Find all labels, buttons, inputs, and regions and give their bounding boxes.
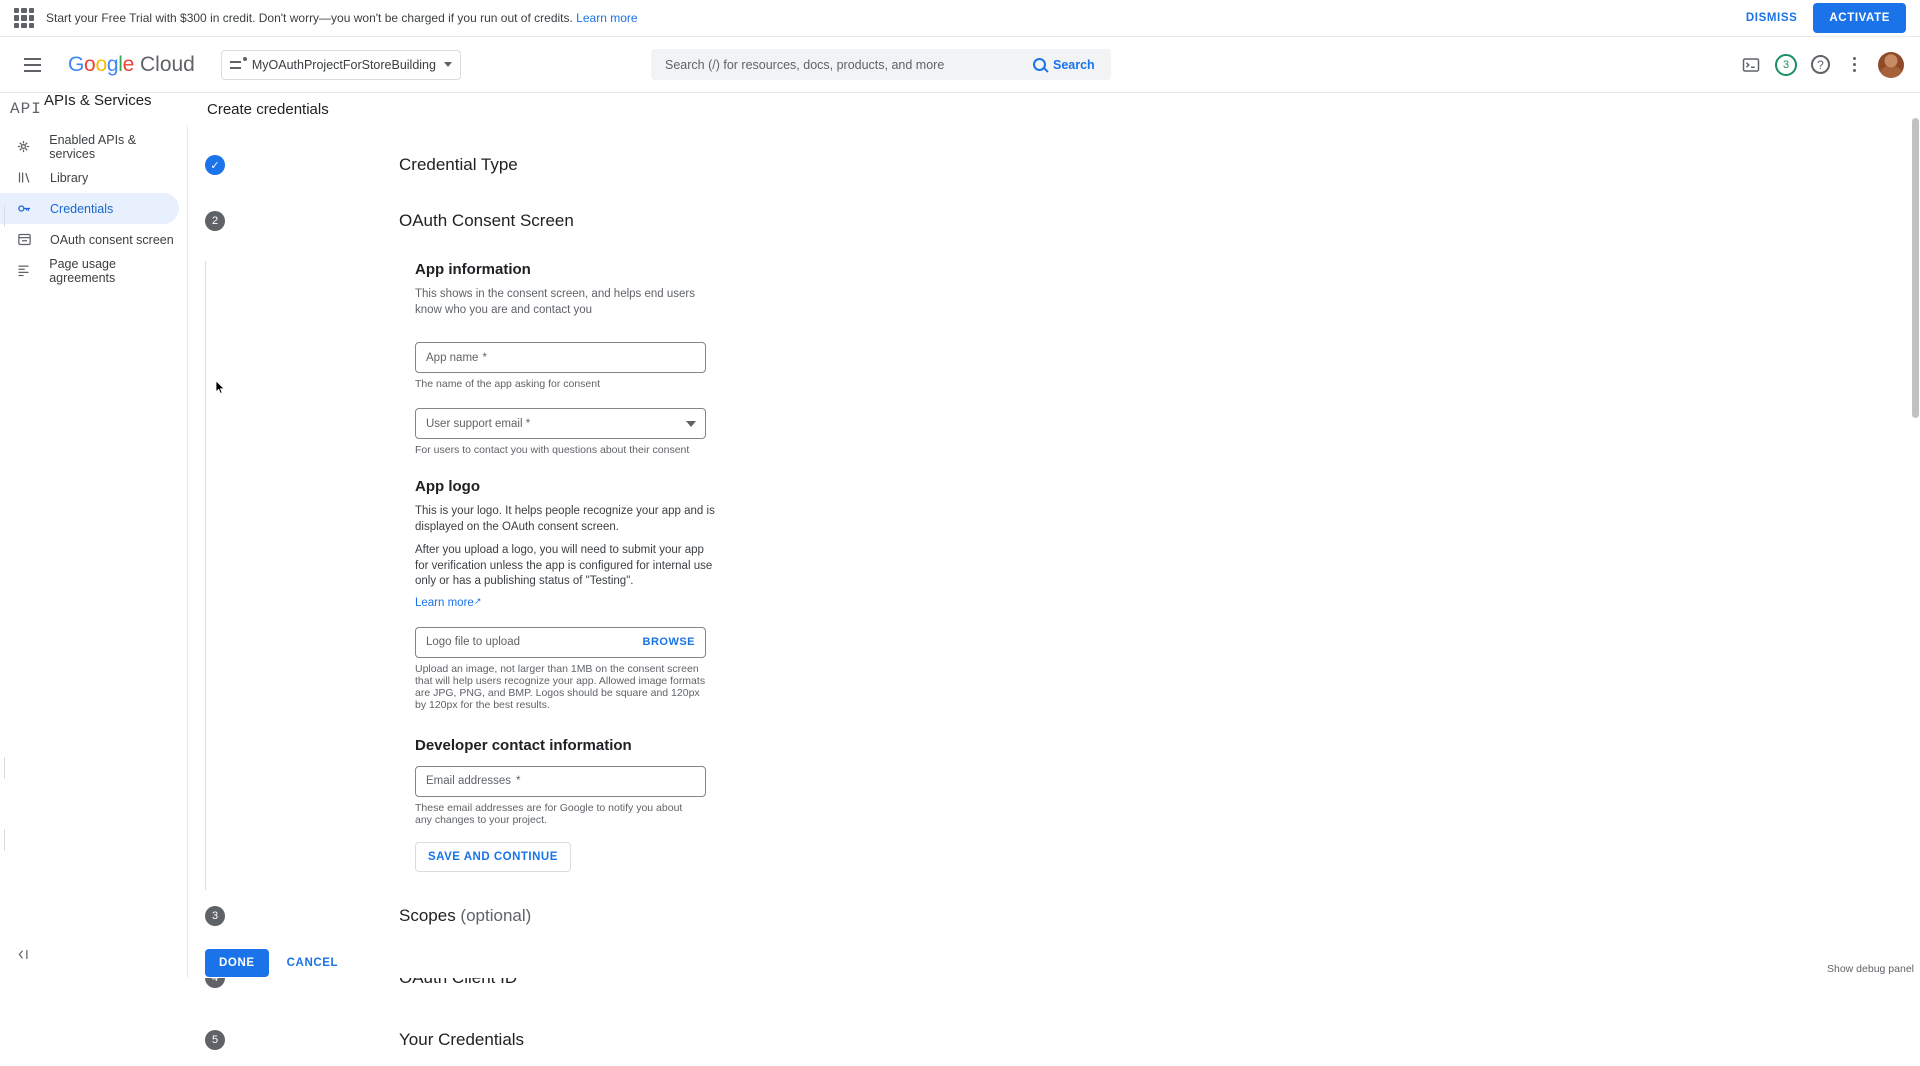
step-connector-4	[4, 829, 5, 851]
step-1-title: Credential Type	[399, 155, 518, 174]
app-information-description: This shows in the consent screen, and helps end users know who you are and contact you	[415, 288, 695, 316]
logo-upload-placeholder: Logo file to upload	[426, 636, 520, 649]
step-credential-type[interactable]	[210, 139, 1920, 191]
chevron-down-icon	[686, 421, 696, 427]
step-3-badge: 3	[205, 906, 225, 926]
sidebar-item-label: OAuth consent screen	[50, 232, 174, 247]
app-information-title: App information	[415, 261, 531, 278]
logo-upload-field[interactable]	[415, 627, 706, 658]
step-2-badge: 2	[205, 211, 225, 231]
step-connector-2	[205, 261, 206, 890]
consent-screen-icon	[16, 232, 32, 248]
product-name-label: APIs & Services	[44, 92, 152, 109]
page-title: Create credentials	[207, 100, 329, 118]
sidebar-item-page-usage-agreements[interactable]	[0, 255, 179, 286]
user-support-email-select[interactable]	[415, 408, 706, 439]
search-area	[651, 49, 1111, 80]
free-trial-banner	[0, 0, 1920, 37]
app-name-hint: The name of the app asking for consent	[415, 378, 601, 391]
step-3-title	[399, 906, 531, 926]
app-logo-learn-more-label: Learn more	[415, 596, 474, 609]
sidebar-item-credentials[interactable]	[0, 193, 179, 224]
collapse-panel-icon[interactable]	[12, 944, 32, 964]
show-debug-panel-link[interactable]: Show debug panel	[1827, 963, 1914, 975]
project-selector[interactable]	[221, 50, 461, 80]
app-logo-paragraph-2: After you upload a logo, you will need to submit your app for verification unless the app is configured for internal use only or has a publishing status of "Testing".	[415, 544, 713, 588]
app-name-field[interactable]	[415, 342, 706, 373]
step-3-optional: (optional)	[455, 905, 532, 925]
done-button[interactable]: DONE	[205, 949, 269, 977]
trial-banner-message: Start your Free Trial with $300 in credit. Don't worry—you won't be charged if you run out of credits.	[46, 11, 573, 25]
search-button-label: Search	[1053, 57, 1095, 72]
sidebar-item-enabled-apis[interactable]	[0, 131, 179, 162]
logo-letter-o2: o	[95, 52, 107, 76]
logo-letter-o1: o	[84, 52, 96, 76]
logo-upload-hint: Upload an image, not larger than 1MB on the consent screen that will help users recognize your app. Allowed image formats are JPG, PNG, and BMP. Logos should be square and 120px by 120px for the best results.	[415, 662, 706, 711]
step-2-title: OAuth Consent Screen	[399, 211, 574, 230]
step-connector-3	[4, 757, 5, 779]
dismiss-button[interactable]: DISMISS	[1734, 4, 1810, 32]
oauth-consent-form	[399, 261, 1920, 890]
enabled-apis-icon	[16, 139, 31, 155]
help-icon[interactable]: ?	[1811, 55, 1830, 74]
apps-grid-icon	[14, 8, 34, 28]
notifications-badge[interactable]: 3	[1775, 54, 1797, 76]
logo-letter-g2: g	[106, 52, 119, 76]
developer-email-field[interactable]	[415, 766, 706, 797]
bottom-action-bar	[189, 948, 1920, 978]
key-icon	[16, 201, 32, 217]
browse-button[interactable]: BROWSE	[642, 636, 695, 649]
user-support-email-hint: For users to contact you with questions about their consent	[415, 444, 690, 457]
step-your-credentials[interactable]	[211, 1014, 1920, 1066]
search-icon	[1033, 58, 1046, 71]
logo-letter-e: e	[122, 52, 134, 76]
sidebar-item-label: Page usage agreements	[49, 256, 116, 285]
create-credentials-stepper	[189, 139, 1920, 1066]
developer-contact-title: Developer contact information	[415, 736, 632, 754]
app-logo-learn-more-link[interactable]	[415, 596, 481, 609]
app-logo-title: App logo	[415, 478, 480, 496]
hamburger-menu-icon[interactable]	[8, 41, 56, 89]
sidebar-item-library[interactable]	[0, 162, 179, 193]
developer-email-placeholder: Email addresses	[426, 775, 512, 788]
logo-letter-g: G	[68, 52, 85, 76]
page-scrollbar[interactable]	[1911, 118, 1920, 978]
app-logo-paragraph-1: This is your logo. It helps people recognize your app and is displayed on the OAuth consent screen.	[415, 505, 715, 533]
sidebar-item-label: Enabled APIs & services	[49, 132, 137, 161]
chevron-down-icon	[444, 62, 452, 67]
user-support-email-placeholder: User support email *	[426, 417, 531, 430]
terminal-icon[interactable]	[1741, 55, 1761, 75]
top-app-bar	[0, 37, 1920, 93]
step-5-title: Your Credentials	[399, 1029, 525, 1049]
sidebar-item-label: Library	[50, 170, 89, 185]
save-and-continue-button[interactable]: SAVE AND CONTINUE	[415, 842, 571, 872]
scrollbar-thumb[interactable]	[1912, 118, 1919, 418]
app-name-placeholder: App name	[426, 351, 479, 364]
step-connector-1	[4, 205, 5, 227]
step-3-label: Scopes	[399, 905, 456, 925]
library-icon	[16, 170, 32, 186]
step-5-badge: 5	[205, 1030, 225, 1050]
avatar[interactable]	[1878, 52, 1904, 78]
search-input[interactable]	[651, 49, 1023, 80]
search-button[interactable]	[1023, 49, 1111, 80]
sidebar-item-label: Credentials	[50, 201, 114, 216]
page-header	[0, 93, 1920, 125]
sidebar	[0, 92, 188, 978]
cloud-wordmark: Cloud	[139, 52, 195, 76]
sidebar-item-oauth-consent-screen[interactable]	[0, 224, 179, 255]
google-wordmark	[68, 53, 134, 77]
agreements-icon	[16, 263, 31, 279]
google-cloud-logo[interactable]	[68, 53, 195, 77]
app-name-required-marker: *	[482, 351, 487, 364]
step-scopes[interactable]	[211, 890, 1920, 942]
project-icon	[230, 58, 244, 72]
trial-learn-more-link[interactable]: Learn more	[576, 11, 638, 25]
logo-letter-l: l	[118, 52, 123, 76]
api-product-logo: API	[10, 100, 42, 118]
step-oauth-consent-screen[interactable]	[211, 195, 1920, 247]
developer-email-required-marker: *	[516, 775, 521, 788]
developer-email-hint: These email addresses are for Google to notify you about any changes to your project.	[415, 801, 683, 826]
cancel-button[interactable]: CANCEL	[275, 949, 351, 977]
project-name-label: MyOAuthProjectForStoreBuilding	[251, 57, 436, 72]
trial-banner-text	[46, 11, 638, 25]
external-link-icon: ↗	[473, 595, 482, 606]
step-1-badge-check: ✓	[205, 155, 225, 175]
kebab-menu-icon[interactable]	[1844, 57, 1864, 72]
activate-button[interactable]: ACTIVATE	[1813, 3, 1906, 33]
